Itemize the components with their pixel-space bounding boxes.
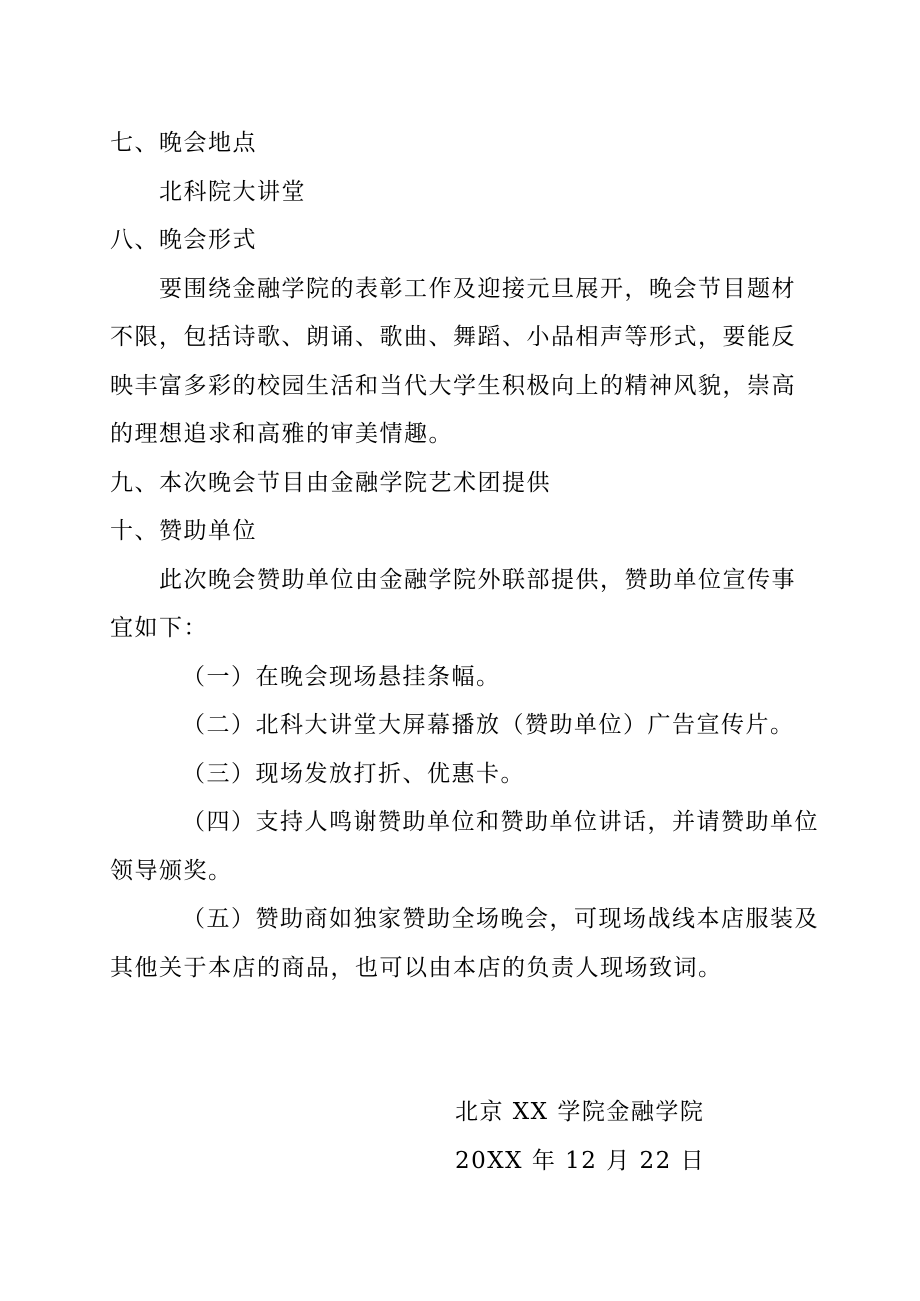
paragraph-line: 宜如下： (110, 615, 208, 641)
paragraph-line: 此次晚会赞助单位由金融学院外联部提供，赞助单位宣传事 (159, 567, 796, 593)
list-item: （一）在晚会现场悬挂条幅。 (182, 664, 501, 690)
list-item: （四）支持人鸣谢赞助单位和赞助单位讲话，并请赞助单位 (182, 809, 819, 835)
paragraph-line: 的理想追求和高雅的审美情趣。 (110, 421, 453, 447)
heading-nine: 九、本次晚会节目由金融学院艺术团提供 (110, 470, 551, 496)
heading-eight: 八、晚会形式 (110, 227, 257, 253)
heading-ten: 十、赞助单位 (110, 518, 257, 544)
list-item-continuation: 其他关于本店的商品，也可以由本店的负责人现场致词。 (110, 955, 723, 981)
heading-seven: 七、晚会地点 (110, 130, 257, 156)
signature-org: 北京 XX 学院金融学院 (455, 1099, 705, 1125)
list-item: （二）北科大讲堂大屏幕播放（赞助单位）广告宣传片。 (182, 712, 795, 738)
paragraph-line: 不限，包括诗歌、朗诵、歌曲、舞蹈、小品相声等形式，要能反 (110, 324, 796, 350)
list-item: （三）现场发放打折、优惠卡。 (182, 761, 525, 787)
list-item: （五）赞助商如独家赞助全场晚会，可现场战线本店服装及 (182, 906, 819, 932)
signature-date: 20XX 年 12 月 22 日 (455, 1148, 706, 1174)
paragraph-line: 要围绕金融学院的表彰工作及迎接元旦展开，晚会节目题材 (159, 276, 796, 302)
paragraph-line: 映丰富多彩的校园生活和当代大学生积极向上的精神风貌，崇高 (110, 373, 796, 399)
paragraph-venue: 北科院大讲堂 (159, 179, 306, 205)
list-item-continuation: 领导颁奖。 (110, 858, 233, 884)
